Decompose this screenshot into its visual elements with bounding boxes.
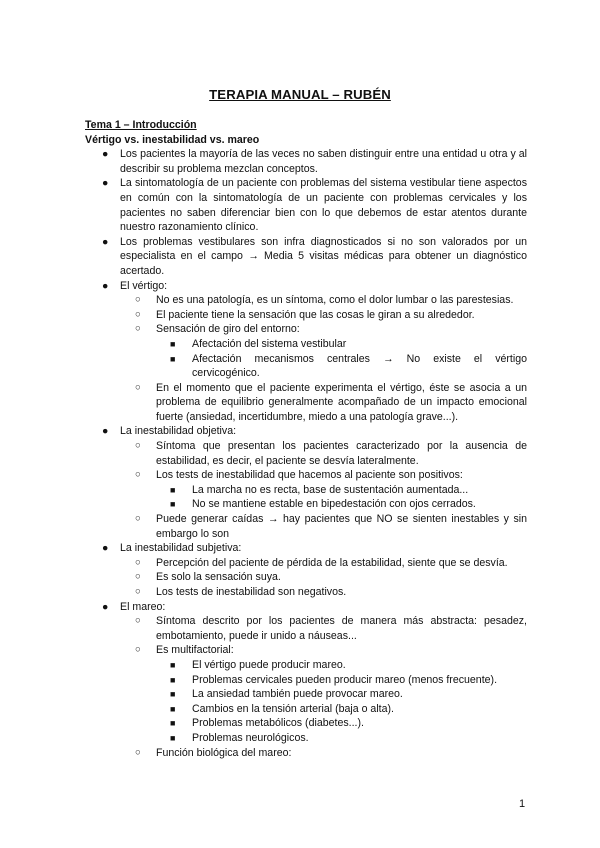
bullet-icon: ■ — [170, 689, 176, 700]
list-item-level-2 — [120, 585, 527, 600]
list-item-text: Es multifactorial: — [156, 644, 234, 657]
list-item-text: El paciente tiene la sensación que las cosas le giran a su alrededor. — [156, 308, 475, 321]
list-item-level-2 — [120, 293, 527, 308]
list-item-level-2 — [120, 322, 527, 380]
nested-list — [156, 658, 527, 746]
section-subtitle: Vértigo vs. inestabilidad vs. mareo — [85, 133, 260, 146]
bullet-icon: ■ — [170, 499, 176, 510]
list-item-text: La ansiedad también puede provocar mareo. — [192, 688, 403, 701]
list-item-level-1 — [85, 235, 527, 279]
bullet-icon: ○ — [135, 381, 141, 393]
document-title: TERAPIA MANUAL – RUBÉN — [209, 87, 391, 102]
list-item-level-2 — [120, 746, 527, 761]
list-item-level-3 — [156, 731, 527, 746]
list-item-text: Afectación mecanismos centrales → No existe el vértigo cervicogénico. — [192, 352, 527, 380]
nested-list — [120, 556, 527, 600]
bullet-icon: ■ — [170, 674, 176, 685]
bullet-icon: ■ — [170, 338, 176, 349]
nested-list — [120, 293, 527, 424]
list-item-text: En el momento que el paciente experimenta el vértigo, éste se asocia a un problema de equilibrio generalmente acompañado de un impacto emocional fuerte (ansiedad, incertidumbre, miedo a una patología grave...). — [156, 381, 527, 423]
bullet-icon: ● — [102, 600, 109, 613]
list-item-text: La inestabilidad subjetiva: — [120, 542, 242, 555]
list-item-text: Síntoma que presentan los pacientes caracterizado por la ausencia de estabilidad, es decir, el paciente se desvía lateralmente. — [156, 440, 527, 467]
list-item-level-2 — [120, 512, 527, 541]
bullet-icon: ○ — [135, 294, 141, 306]
bullet-icon: ○ — [135, 644, 141, 656]
list-item-text: El mareo: — [120, 600, 166, 613]
list-item-text: Cambios en la tensión arterial (baja o alta). — [192, 702, 394, 715]
list-item-level-3 — [156, 702, 527, 717]
list-item-text: La marcha no es recta, base de sustentación aumentada... — [192, 483, 469, 496]
list-item-level-3 — [156, 658, 527, 673]
list-item-text: La inestabilidad objetiva: — [120, 425, 237, 438]
bullet-icon: ○ — [135, 323, 141, 335]
bullet-icon: ○ — [135, 746, 141, 758]
list-item-level-2 — [120, 308, 527, 323]
list-item-text: No se mantiene estable en bipedestación con ojos cerrados. — [192, 498, 476, 511]
bullet-icon: ○ — [135, 615, 141, 627]
list-item-text: Problemas metabólicos (diabetes...). — [192, 717, 364, 730]
bullet-icon: ○ — [135, 469, 141, 481]
nested-list — [156, 337, 527, 381]
nested-list — [156, 483, 527, 512]
nested-list — [120, 439, 527, 541]
list-item-level-3 — [156, 352, 527, 381]
bullet-icon: ○ — [135, 586, 141, 597]
list-item-level-2 — [120, 468, 527, 512]
list-item-level-2 — [120, 556, 527, 571]
list-item-text: La sintomatología de un paciente con problemas del sistema vestibular tiene aspectos en común con la sintomatología de un paciente con problemas cervicales y los pacientes no saben diferenciar bien con lo que debemos de estar atentos durante nuestro razonamiento clínico. — [120, 177, 527, 234]
list-item-level-3 — [156, 716, 527, 731]
list-item-text: El vértigo: — [120, 279, 168, 292]
bullet-icon: ○ — [135, 556, 141, 568]
bullet-icon: ● — [102, 148, 109, 161]
bullet-icon: ● — [102, 425, 109, 438]
bullet-icon: ● — [102, 542, 109, 555]
list-item-text: Es solo la sensación suya. — [156, 571, 281, 584]
list-item-level-2 — [120, 643, 527, 745]
document-body — [85, 118, 527, 760]
list-item-level-1 — [85, 147, 527, 176]
bullet-list — [85, 147, 527, 760]
list-item-text: Afectación del sistema vestibular — [192, 337, 347, 350]
list-item-level-2 — [120, 381, 527, 425]
list-item-text: Función biológica del mareo: — [156, 746, 292, 759]
bullet-icon: ● — [102, 177, 109, 190]
list-item-text: Sensación de giro del entorno: — [156, 323, 300, 336]
bullet-icon: ● — [102, 235, 109, 248]
bullet-icon: ■ — [170, 732, 176, 743]
list-item-level-3 — [156, 497, 527, 512]
list-item-text: Puede generar caídas → hay pacientes que NO se sienten inestables y sin embargo lo son — [156, 513, 527, 540]
list-item-text: Los problemas vestibulares son infra diagnosticados si no son valorados por un especialista en el campo → Media 5 visitas médicas para obtener un diagnóstico acertado. — [120, 235, 527, 277]
list-item-text: Los tests de inestabilidad son negativos. — [156, 586, 347, 598]
list-item-text: El vértigo puede producir mareo. — [192, 658, 346, 671]
list-item-level-3 — [156, 337, 527, 352]
list-item-level-1 — [85, 176, 527, 234]
bullet-icon: ○ — [135, 513, 141, 525]
bullet-icon: ■ — [170, 484, 176, 495]
list-item-level-1 — [85, 424, 527, 541]
list-item-level-3 — [156, 687, 527, 702]
bullet-icon: ○ — [135, 440, 141, 452]
list-item-level-1 — [85, 600, 527, 761]
list-item-text: Los tests de inestabilidad que hacemos al paciente son positivos: — [156, 469, 463, 482]
bullet-icon: ■ — [170, 703, 176, 714]
list-item-level-1 — [85, 541, 527, 599]
list-item-text: Problemas cervicales pueden producir mareo (menos frecuente). — [192, 673, 498, 686]
bullet-icon: ● — [102, 279, 109, 292]
page-number: 1 — [519, 798, 526, 810]
list-item-level-2 — [120, 570, 527, 585]
list-item-level-1 — [85, 279, 527, 425]
list-item-level-2 — [120, 614, 527, 643]
bullet-icon: ■ — [170, 718, 176, 729]
nested-list — [120, 614, 527, 760]
bullet-icon: ○ — [135, 571, 141, 583]
list-item-text: Los pacientes la mayoría de las veces no saben distinguir entre una entidad u otra y al describir su problema mezclan conceptos. — [120, 148, 527, 175]
topic-heading: Tema 1 – Introducción — [85, 119, 197, 131]
list-item-text: Percepción del paciente de pérdida de la estabilidad, siente que se desvía. — [156, 556, 508, 569]
bullet-icon: ■ — [170, 659, 176, 670]
bullet-icon: ■ — [170, 353, 176, 364]
bullet-icon: ○ — [135, 308, 141, 320]
list-item-text: Síntoma descrito por los pacientes de manera más abstracta: pesadez, embotamiento, puede ir unido a náuseas... — [156, 615, 527, 642]
list-item-text: Problemas neurológicos. — [192, 731, 309, 744]
list-item-text: No es una patología, es un síntoma, como el dolor lumbar o las parestesias. — [156, 294, 514, 307]
list-item-level-3 — [156, 673, 527, 688]
list-item-level-3 — [156, 483, 527, 498]
list-item-level-2 — [120, 439, 527, 468]
